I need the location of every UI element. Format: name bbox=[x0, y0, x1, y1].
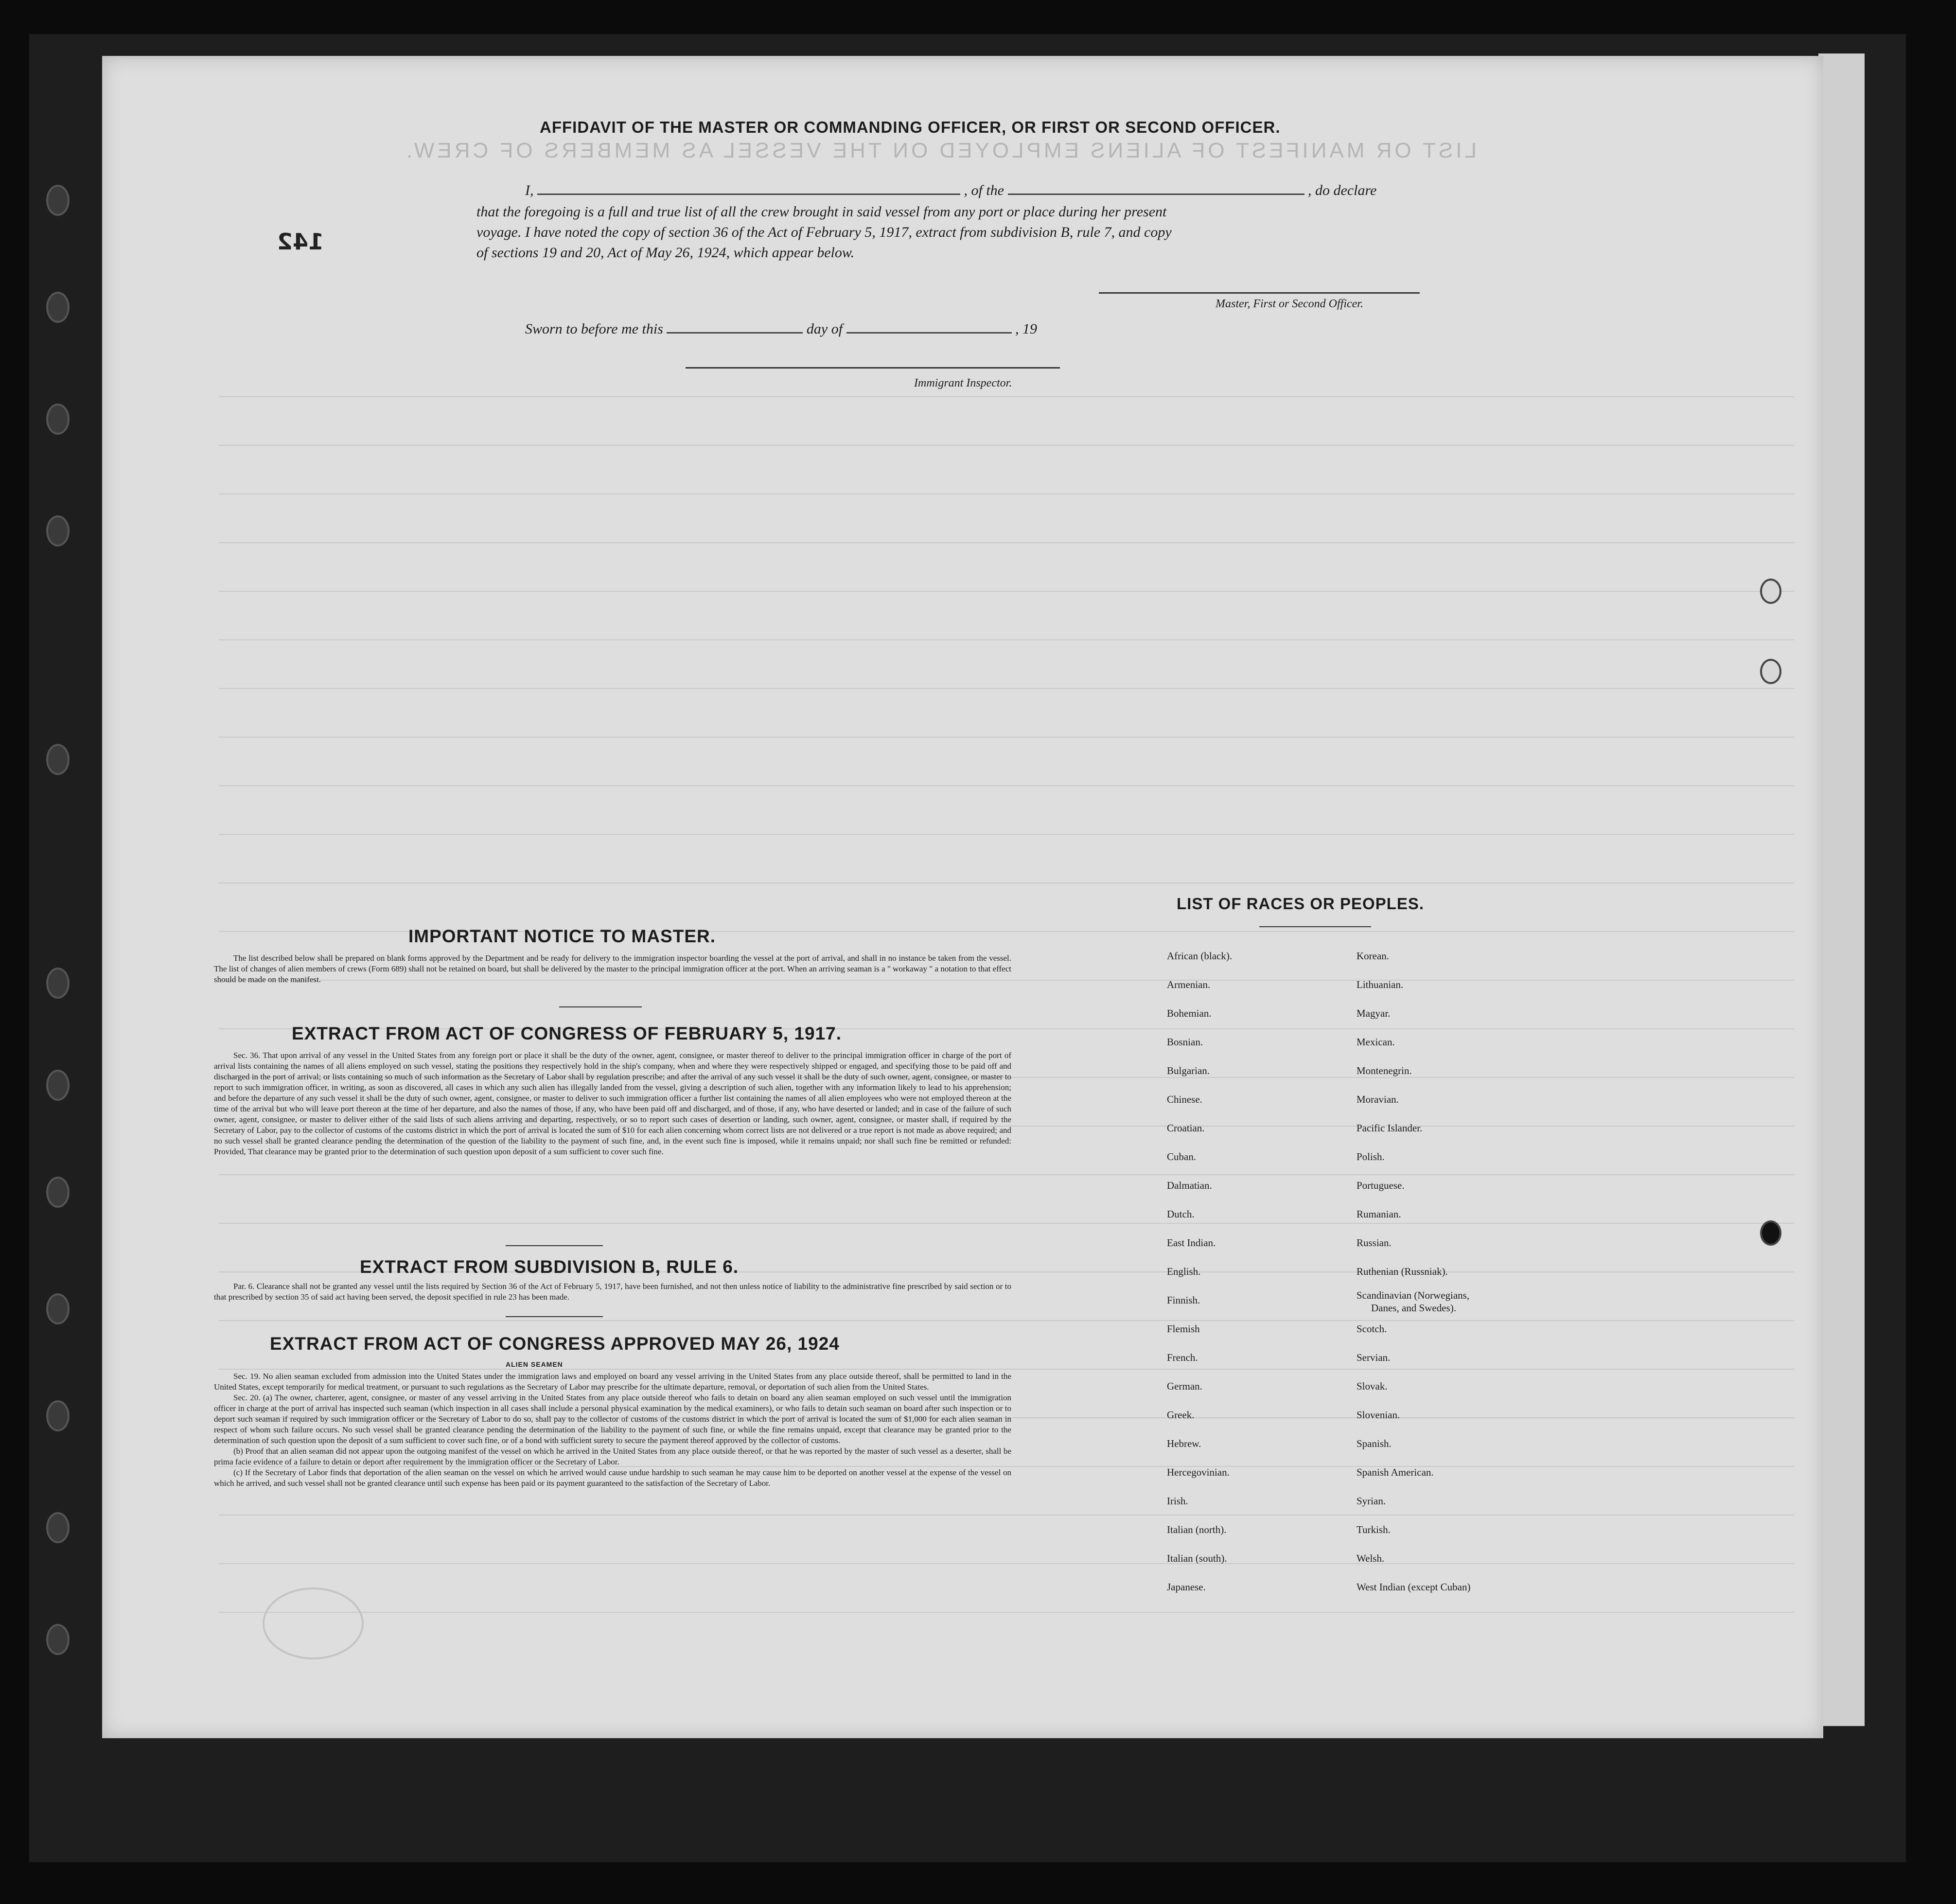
ghost-rule bbox=[219, 1320, 1794, 1321]
notice-title: IMPORTANT NOTICE TO MASTER. bbox=[408, 926, 716, 946]
race-item: Bosnian. bbox=[1167, 1036, 1203, 1048]
ghost-rule bbox=[219, 1369, 1794, 1370]
alien-seamen-subtitle: ALIEN SEAMEN bbox=[506, 1360, 563, 1368]
affidavit-title: AFFIDAVIT OF THE MASTER OR COMMANDING OFFICER, OR FIRST OR SECOND OFFICER. bbox=[540, 118, 1281, 136]
race-item: Russian. bbox=[1357, 1237, 1392, 1249]
race-item: Servian. bbox=[1357, 1352, 1391, 1363]
binder-hole bbox=[46, 1177, 70, 1208]
race-item: Finnish. bbox=[1167, 1294, 1200, 1306]
document-page bbox=[102, 56, 1823, 1738]
punch-hole bbox=[1760, 1220, 1781, 1246]
divider bbox=[506, 1316, 603, 1317]
binder-hole bbox=[46, 1512, 70, 1543]
year-label: , 19 bbox=[1015, 321, 1038, 337]
binder-hole bbox=[46, 515, 70, 547]
race-item: Greek. bbox=[1167, 1409, 1195, 1421]
affidavit-declare-label: , do declare bbox=[1308, 182, 1377, 198]
sworn-month-field[interactable] bbox=[846, 318, 1012, 334]
extract-rule6-body bbox=[214, 1281, 1011, 1303]
ghost-rule bbox=[219, 1223, 1794, 1224]
race-item: Bohemian. bbox=[1167, 1007, 1212, 1019]
race-item: Cuban. bbox=[1167, 1151, 1197, 1163]
section-20a-paragraph: Sec. 20. (a) The owner, charterer, agent, consignee, or master of any vessel arriving in the United States from any place outside thereof who fails to detain on board any alien seaman employed on such vessel until the immigration officer in charge at the port of arrival has inspected such seaman (which inspection in all cases shall include a personal physical examination by the medical examiners), or who fails to detain such seaman on board after such inspection or to deport such seaman if required by such immigration officer or the Secretary of Labor to do so, shall pay to the collector of customs of the customs district in which the port of arrival is located the sum of $1,000 for each alien seaman in respect of whom such failure occurs. No such vessel shall be granted clearance pending the determination of the liability to the payment of such fine, or while the fine remains unpaid, except that clearance may be granted prior to the determination of such question upon the deposit of a sum sufficient to cover such fine, or of a bond with sufficient surety to secure the payment thereof approved by the collector of customs. bbox=[214, 1393, 1011, 1445]
race-item: African (black). bbox=[1167, 950, 1233, 962]
race-item-line: Danes, and Swedes). bbox=[1371, 1302, 1456, 1314]
ghost-rule bbox=[219, 834, 1794, 835]
divider bbox=[1259, 926, 1371, 927]
race-item: Hebrew. bbox=[1167, 1438, 1201, 1449]
race-item: Portuguese. bbox=[1357, 1180, 1405, 1191]
faint-stamp bbox=[263, 1587, 364, 1659]
ghost-rule bbox=[219, 882, 1794, 883]
section-20b-paragraph: (b) Proof that an alien seaman did not appear upon the outgoing manifest of the vessel on which he arrived in the United States from any place outside thereof, or that he was reported by the master of such vessel as a deserter, shall be prima facie evidence of a failure to detain or deport after requirement by the immigration officer or the Secretary of Labor. bbox=[214, 1446, 1011, 1466]
race-item: Hercegovinian. bbox=[1167, 1466, 1230, 1478]
notice-body bbox=[214, 953, 1011, 985]
ghost-rule bbox=[219, 542, 1794, 543]
inspector-signature-line[interactable] bbox=[686, 367, 1060, 369]
ghost-rule bbox=[219, 1563, 1794, 1564]
race-item: Bulgarian. bbox=[1167, 1065, 1210, 1076]
affidavit-line-4: of sections 19 and 20, Act of May 26, 1924, which appear below. bbox=[476, 245, 855, 261]
binder-hole bbox=[46, 1400, 70, 1431]
race-item bbox=[1357, 1286, 1470, 1315]
affidavit-line-3: voyage. I have noted the copy of section 36 of the Act of February 5, 1917, extract from subdivision B, rule 7, and copy bbox=[476, 224, 1172, 240]
extract-1924-title: EXTRACT FROM ACT OF CONGRESS APPROVED MAY 26, 1924 bbox=[270, 1334, 840, 1354]
race-item: Dalmatian. bbox=[1167, 1180, 1212, 1191]
race-item: Lithuanian. bbox=[1357, 979, 1404, 990]
race-item: Pacific Islander. bbox=[1357, 1122, 1423, 1134]
sworn-line bbox=[525, 318, 1037, 337]
race-item: German. bbox=[1167, 1380, 1202, 1392]
affidavit-line-1 bbox=[525, 180, 1376, 199]
day-of-label: day of bbox=[806, 321, 843, 337]
master-caption: Master, First or Second Officer. bbox=[1216, 298, 1363, 310]
adjacent-page-edge bbox=[1818, 53, 1865, 1726]
affidavit-i-label: I, bbox=[525, 182, 534, 198]
binder-hole bbox=[46, 404, 70, 435]
inspector-caption: Immigrant Inspector. bbox=[914, 377, 1012, 389]
punch-hole bbox=[1760, 659, 1781, 684]
affidavit-vessel-field[interactable] bbox=[1008, 180, 1304, 195]
section-20c-paragraph: (c) If the Secretary of Labor finds that deportation of the alien seaman on the vessel on which he arrived would cause undue hardship to such seaman he may cause him to be deported on another vessel at the expense of the vessel on which he arrived, and such vessel shall not be granted clearance until such expense has been paid or its payment guaranteed to the satisfaction of the Secretary of Labor. bbox=[214, 1468, 1011, 1488]
ghost-rule bbox=[219, 785, 1794, 786]
extract-1917-body bbox=[214, 1050, 1011, 1157]
race-item: Spanish American. bbox=[1357, 1466, 1434, 1478]
race-item: Korean. bbox=[1357, 950, 1390, 962]
race-item: Spanish. bbox=[1357, 1438, 1392, 1449]
race-item: English. bbox=[1167, 1266, 1201, 1277]
race-item: Scotch. bbox=[1357, 1323, 1387, 1335]
race-item: West Indian (except Cuban) bbox=[1357, 1581, 1471, 1593]
race-item: Slovenian. bbox=[1357, 1409, 1400, 1421]
race-item: Dutch. bbox=[1167, 1208, 1195, 1220]
race-item: French. bbox=[1167, 1352, 1198, 1363]
notice-paragraph: The list described below shall be prepared on blank forms approved by the Department and be ready for delivery to the immigration inspector boarding the vessel at the port of arrival, and shall in no instance be taken from the vessel. The list of changes of alien members of crews (Form 689) shall not be retained on board, but shall be delivered by the master to the principal immigration officer at the port. When an arriving seaman is a " workaway " a notation to that effect should be made on the manifest. bbox=[214, 953, 1011, 984]
race-item: Welsh. bbox=[1357, 1552, 1385, 1564]
ghost-rule bbox=[219, 591, 1794, 592]
binder-hole bbox=[46, 1624, 70, 1655]
race-item: Flemish bbox=[1167, 1323, 1200, 1335]
races-title: LIST OF RACES OR PEOPLES. bbox=[1177, 895, 1425, 913]
race-item: East Indian. bbox=[1167, 1237, 1216, 1249]
race-item: Croatian. bbox=[1167, 1122, 1205, 1134]
race-item: Chinese. bbox=[1167, 1093, 1202, 1105]
sworn-day-field[interactable] bbox=[667, 318, 803, 334]
race-item: Turkish. bbox=[1357, 1524, 1391, 1535]
ghost-rule bbox=[219, 688, 1794, 689]
ghost-rule bbox=[219, 445, 1794, 446]
race-item: Ruthenian (Russniak). bbox=[1357, 1266, 1448, 1277]
ghost-header: LIST OR MANIFEST OF ALIENS EMPLOYED ON THE VESSEL AS MEMBERS OF CREW. bbox=[404, 139, 1477, 162]
extract-1924-body bbox=[214, 1371, 1011, 1489]
ghost-rule bbox=[219, 396, 1794, 397]
binder-hole bbox=[46, 292, 70, 323]
race-item: Italian (south). bbox=[1167, 1552, 1227, 1564]
race-item: Japanese. bbox=[1167, 1581, 1206, 1593]
ghost-rule bbox=[219, 1174, 1794, 1175]
races-left-column bbox=[1167, 942, 1232, 1602]
races-right-column bbox=[1357, 942, 1470, 1602]
section-36-paragraph: Sec. 36. That upon arrival of any vessel in the United States from any foreign port or place it shall be the duty of the owner, agent, consignee, or master thereof to deliver to the principal immigration officer in charge of the port of arrival lists containing the names of all aliens employed on such vessel, stating the positions they respectively hold in the ship's company, when and where they were respectively shipped or engaged, and specifying those to be paid off and discharged in the port of arrival; or lists containing so much of such information as the Secretary of Labor shall by regulation prescribe; and after the arrival of any such vessel it shall be the duty of such owner, agent, consignee, or master to report to such immigration officer, in writing, as soon as discovered, all cases in which any such alien has illegally landed from the vessel, giving a description of such alien, together with any information likely to lead to his apprehension; and before the departure of any such vessel it shall be the duty of such owner, agent, consignee, or master to deliver to such immigration officer a further list containing the names of all alien employees who were not employed thereon at the time of the arrival but who will leave port thereon at the time of her departure, and also the names of those, if any, who have been paid off and discharged, and of those, if any, who have deserted or landed; and in case of the failure of such owner, agent, consignee, or master to deliver either of the said lists of such aliens arriving and departing, respectively, or so to report such cases of desertion or landing, such owner, agent, consignee, or master shall, if required by the Secretary of Labor, pay to the collector of customs of the customs district in which the port of arrival is located the sum of $10 for each alien concerning whom correct lists are not delivered or a true report is not made as above required; and no such vessel shall be granted clearance pending the determination of the question of the liability to the payment of such fine, and, in the event such fine is imposed, while it remains unpaid; nor shall such fine be remitted or refunded: Provided, That clearance may be granted prior to the determination of such question upon deposit of a sum sufficient to cover such fine. bbox=[214, 1051, 1011, 1156]
race-item-line: Scandinavian (Norwegians, bbox=[1357, 1289, 1470, 1301]
binder-hole bbox=[46, 744, 70, 775]
sworn-label: Sworn to before me this bbox=[525, 321, 663, 337]
race-item: Irish. bbox=[1167, 1495, 1188, 1507]
race-item: Montenegrin. bbox=[1357, 1065, 1412, 1076]
race-item: Syrian. bbox=[1357, 1495, 1386, 1507]
binder-hole bbox=[46, 1070, 70, 1101]
ghost-rule bbox=[219, 639, 1794, 640]
race-item: Mexican. bbox=[1357, 1036, 1395, 1048]
ghost-rule bbox=[219, 737, 1794, 738]
affidavit-name-field[interactable] bbox=[537, 180, 960, 195]
race-item: Slovak. bbox=[1357, 1380, 1388, 1392]
extract-rule6-title: EXTRACT FROM SUBDIVISION B, RULE 6. bbox=[360, 1257, 739, 1277]
race-item: Moravian. bbox=[1357, 1093, 1399, 1105]
race-item: Italian (north). bbox=[1167, 1524, 1227, 1535]
divider bbox=[506, 1245, 603, 1246]
race-item: Rumanian. bbox=[1357, 1208, 1401, 1220]
binder-hole bbox=[46, 968, 70, 999]
rule6-paragraph: Par. 6. Clearance shall not be granted any vessel until the lists required by Section 36 of the Act of February 5, 1917, have been furnished, and not then unless notice of liability to the administrative fine prescribed by said section or to that prescribed by section 35 of said act having been served, the deposit specified in rule 23 has been made. bbox=[214, 1282, 1011, 1302]
master-signature-line[interactable] bbox=[1099, 292, 1420, 294]
race-item: Magyar. bbox=[1357, 1007, 1391, 1019]
affidavit-line-2: that the foregoing is a full and true list of all the crew brought in said vessel from any port or place during her present bbox=[476, 204, 1167, 220]
race-item: Armenian. bbox=[1167, 979, 1211, 990]
punch-hole bbox=[1760, 579, 1781, 604]
handwritten-page-number: 142 bbox=[277, 229, 324, 255]
affidavit-of-the-label: , of the bbox=[964, 182, 1004, 198]
extract-1917-title: EXTRACT FROM ACT OF CONGRESS OF FEBRUARY 5, 1917. bbox=[292, 1023, 842, 1043]
ghost-rule bbox=[219, 1612, 1794, 1613]
binder-hole bbox=[46, 185, 70, 216]
race-item: Polish. bbox=[1357, 1151, 1385, 1163]
binder-hole bbox=[46, 1293, 70, 1324]
section-19-paragraph: Sec. 19. No alien seaman excluded from admission into the United States under the immigration laws and employed on board any vessel arriving in the United States from any place outside thereof, shall be permitted to land in the United States, except temporarily for medical treatment, or pursuant to such regulations as the Secretary of Labor may prescribe for the ultimate departure, removal, or deportation of such alien from the United States. bbox=[214, 1372, 1011, 1392]
divider bbox=[559, 1006, 642, 1007]
ghost-rule bbox=[219, 1515, 1794, 1516]
